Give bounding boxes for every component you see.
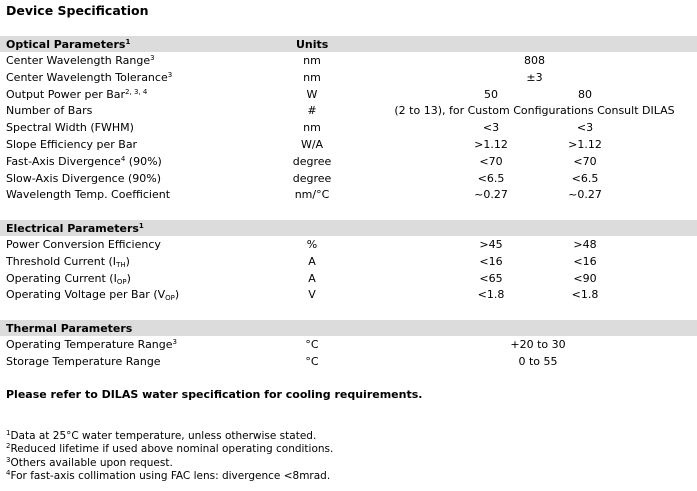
subscript: TH <box>116 260 126 269</box>
thermal-parameters-header <box>0 320 697 336</box>
footnote-text: Reduced lifetime if used above nominal operating conditions. <box>10 443 334 456</box>
parameter-unit: nm <box>303 121 321 135</box>
spec-row <box>0 337 697 353</box>
parameter-name: Operating Current $(I_{OP})$ <box>6 271 131 286</box>
parameter-value: 0 to 55 <box>518 354 558 368</box>
parameter-unit: W/A <box>300 138 324 151</box>
parameter-value-80w: >48 <box>573 238 597 251</box>
parameter-unit: nm/°C <box>294 188 330 202</box>
parameter-value-80w: <16 <box>573 254 597 268</box>
footnote-text: Others available upon request. <box>10 456 173 469</box>
parameter-value-80w: <70 <box>573 154 597 168</box>
parameter-value-50w: ~0.27 <box>474 188 508 202</box>
parameter-value-50w: <1.8 <box>477 288 505 302</box>
parameter-name: Operating Voltage per Bar $(V_{OP})$ <box>6 288 180 303</box>
parameter-value-80w: <6.5 <box>571 171 599 185</box>
spec-row <box>0 287 697 303</box>
parameter-value-80w: <1.8 <box>571 288 599 302</box>
parameter-value-50w: <6.5 <box>477 171 505 185</box>
parameter-unit: % <box>306 238 318 251</box>
spec-row <box>0 137 697 153</box>
parameter-unit: # <box>307 104 317 118</box>
parameter-value: (2 to 13), for Custom Configurations Consult DILAS <box>394 104 675 118</box>
footnote <box>6 430 316 442</box>
footnote-number: 1 <box>6 429 11 437</box>
parameter-name: Operating Temperature Range$^3$ <box>6 338 177 351</box>
parameter-value-80w: <90 <box>573 271 597 285</box>
spec-row <box>0 53 697 69</box>
parameter-value-50w: <16 <box>479 254 503 268</box>
parameter-unit: A <box>308 254 316 268</box>
footnote-ref: 3 <box>172 338 177 346</box>
parameter-unit: W <box>306 87 318 101</box>
cooling-note: Please refer to DILAS water specification for cooling requirements. <box>6 388 423 401</box>
parameter-name: Fast-Axis Divergence$^4$ (90%) <box>6 154 162 168</box>
footnote-ref: 2, 3, 4 <box>125 87 148 96</box>
optical-parameters-header <box>0 36 697 52</box>
spec-row <box>0 354 697 370</box>
footnote-text: Data at 25°C water temperature, unless otherwise stated. <box>10 430 317 442</box>
electrical-parameters-header <box>0 220 697 236</box>
parameter-value: +20 to 30 <box>510 338 566 351</box>
parameter-unit: degree <box>292 154 332 168</box>
spec-row <box>0 237 697 253</box>
footnote <box>6 457 173 469</box>
spec-row <box>0 70 697 86</box>
parameter-name: Output Power per Bar$^{2, 3, 4}$ <box>6 87 148 101</box>
footnote-number: 3 <box>6 455 11 464</box>
parameter-name: Power Conversion Efficiency <box>6 238 161 251</box>
parameter-name: Slope Efficiency per Bar <box>6 138 138 151</box>
spec-row <box>0 254 697 270</box>
subscript: OP <box>116 277 127 286</box>
parameter-unit: nm <box>303 70 321 84</box>
parameter-unit: nm <box>303 54 321 67</box>
parameter-name: Threshold Current $(I_{TH})$ <box>6 254 130 269</box>
parameter-value-80w: <3 <box>576 121 594 135</box>
parameter-name: Wavelength Temp. Coefficient <box>6 188 171 202</box>
parameter-name: Storage Temperature Range <box>6 354 161 368</box>
parameter-unit: degree <box>292 171 332 185</box>
footnote-text: For fast-axis collimation using FAC lens: divergence <8mrad. <box>10 469 331 482</box>
page-title: Device Specification <box>6 3 149 18</box>
parameter-name: Center Wavelength Tolerance$^3$ <box>6 70 173 84</box>
spec-row <box>0 171 697 187</box>
parameter-value-80w: >1.12 <box>568 138 602 151</box>
footnote-number: 4 <box>6 468 11 477</box>
section-label: Thermal Parameters <box>6 322 133 335</box>
footnote <box>6 470 330 482</box>
footnote-ref: 3 <box>167 70 173 79</box>
footnote <box>6 443 333 455</box>
parameter-name: Number of Bars <box>6 104 93 118</box>
parameter-value: 808 <box>524 54 545 67</box>
spec-row <box>0 87 697 103</box>
section-label: Optical Parameters$^1$ <box>6 38 131 51</box>
parameter-value-80w: 80 <box>578 87 592 101</box>
parameter-unit: V <box>308 288 316 302</box>
parameter-value-50w: <65 <box>479 271 503 285</box>
spec-row <box>0 271 697 287</box>
spec-row <box>0 103 697 119</box>
units-column-header: Units <box>296 38 329 51</box>
spec-row <box>0 187 697 203</box>
parameter-value-50w: >45 <box>479 238 503 251</box>
section-label: Electrical Parameters$^1$ <box>6 222 144 235</box>
parameter-unit: A <box>308 271 316 285</box>
footnote-ref: 3 <box>150 54 155 62</box>
parameter-name: Spectral Width (FWHM) <box>6 121 134 135</box>
parameter-value-50w: >1.12 <box>474 138 508 151</box>
parameter-value-50w: <3 <box>482 121 500 135</box>
parameter-name: Slow-Axis Divergence (90%) <box>6 171 162 185</box>
subscript: OP <box>165 294 175 303</box>
spec-row <box>0 154 697 170</box>
parameter-unit: °C <box>305 338 319 351</box>
parameter-unit: °C <box>305 354 319 368</box>
footnote-number: 2 <box>6 442 11 451</box>
parameter-value: ±3 <box>526 70 543 84</box>
spec-row <box>0 120 697 136</box>
parameter-value-50w: 50 <box>484 87 498 101</box>
parameter-value-50w: <70 <box>479 154 503 168</box>
footnote-ref: 4 <box>120 154 126 163</box>
parameter-name: Center Wavelength Range$^3$ <box>6 54 155 67</box>
parameter-value-80w: ~0.27 <box>568 188 602 202</box>
